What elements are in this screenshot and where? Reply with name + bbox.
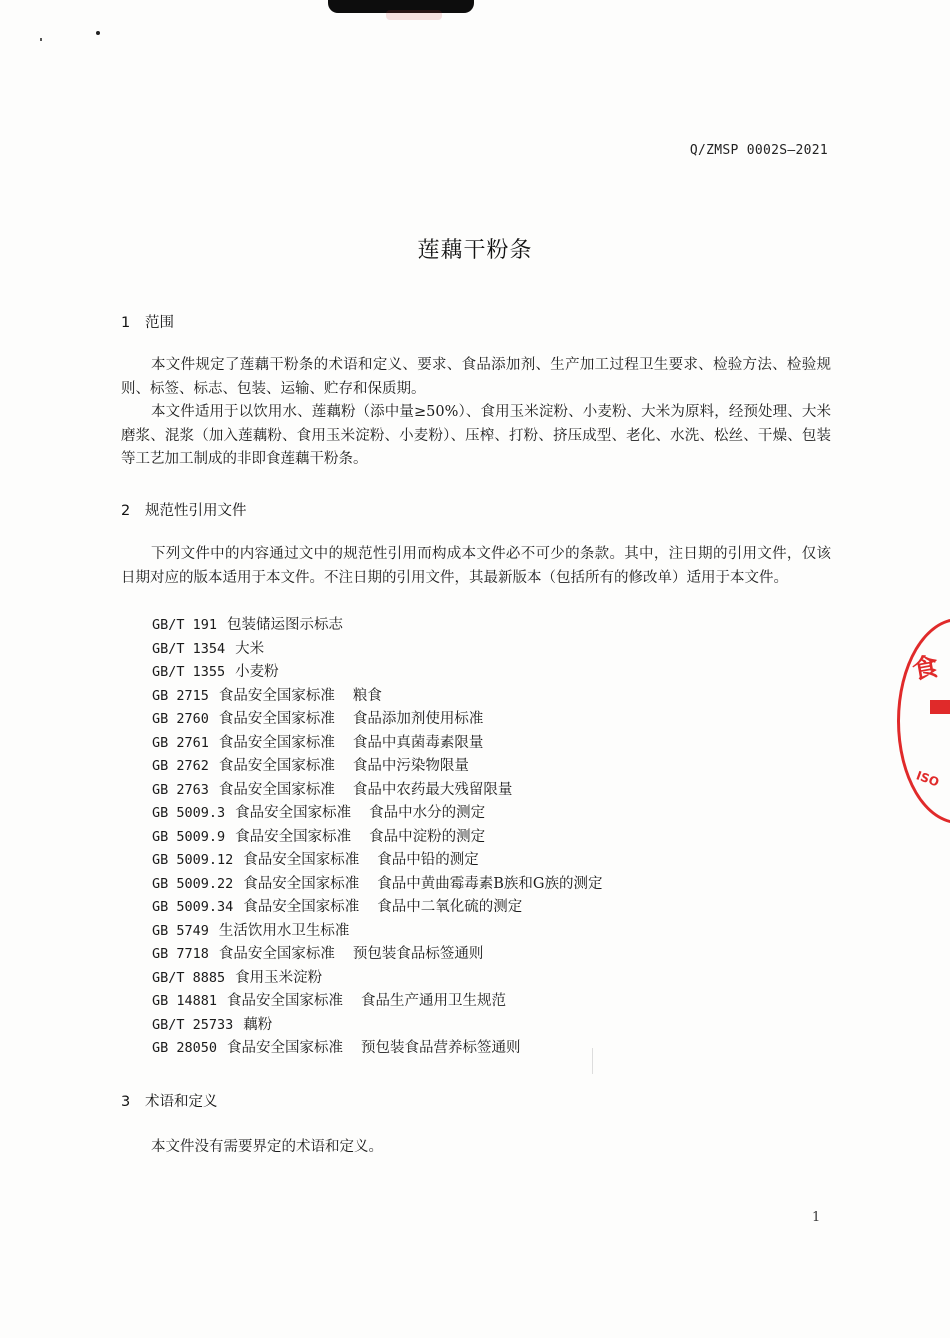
section-1-heading [121, 311, 174, 332]
reference-title: 食用玉米淀粉 [235, 969, 323, 986]
reference-item [152, 920, 603, 944]
reference-code: GB 2715 [152, 687, 209, 704]
reference-item [152, 802, 603, 826]
section-title: 范围 [145, 315, 174, 331]
seal-iso-text: ISO [914, 768, 942, 790]
reference-subtitle: 食品中铅的测定 [377, 852, 479, 868]
section-title: 术语和定义 [145, 1094, 218, 1110]
section-number: 1 [121, 315, 131, 331]
section-title: 规范性引用文件 [145, 503, 247, 519]
reference-code: GB/T 1355 [152, 664, 226, 680]
reference-item [152, 708, 603, 732]
section-1-paragraph-1: 本文件规定了莲藕干粉条的术语和定义、要求、食品添加剂、生产加工过程卫生要求、检验方法、检验规则、标签、标志、包装、运输、贮存和保质期。 [121, 357, 831, 397]
reference-item [152, 873, 603, 897]
reference-code: GB 5009.22 [152, 875, 234, 892]
reference-code: GB/T 25733 [152, 1016, 234, 1033]
reference-title: 食品安全国家标准 [218, 946, 335, 962]
reference-subtitle: 食品中真菌毒素限量 [352, 734, 484, 751]
reference-item [152, 1037, 603, 1061]
reference-title: 包装储运图示标志 [227, 617, 344, 633]
document-code: Q/ZMSP 0002S—2021 [689, 143, 828, 158]
scan-artifact-line [592, 1048, 593, 1074]
reference-title: 食品安全国家标准 [227, 1040, 344, 1056]
reference-code: GB/T 1354 [152, 640, 226, 657]
reference-code: GB 5009.3 [152, 805, 226, 821]
reference-code: GB 2761 [152, 734, 209, 751]
section-3-paragraph-1: 本文件没有需要界定的术语和定义。 [151, 1139, 383, 1155]
reference-title: 食品安全国家标准 [235, 805, 352, 821]
reference-title: 食品安全国家标准 [243, 875, 360, 892]
reference-code: GB 7718 [152, 946, 209, 962]
reference-title: 食品安全国家标准 [235, 828, 352, 845]
scan-speck [40, 38, 42, 41]
section-2-paragraph-1: 下列文件中的内容通过文中的规范性引用而构成本文件必不可少的条款。其中，注日期的引用文件，仅该日期对应的版本适用于本文件。不注日期的引用文件，其最新版本（包括所有的修改单）适用于本文件。 [121, 546, 831, 586]
reference-code: GB 2760 [152, 711, 209, 727]
seal-star-fragment [930, 700, 950, 714]
section-number: 2 [121, 503, 131, 519]
reference-item [152, 943, 603, 967]
reference-subtitle: 预包装食品标签通则 [352, 946, 484, 962]
reference-subtitle: 食品添加剂使用标准 [352, 711, 484, 727]
reference-title: 食品安全国家标准 [218, 687, 335, 704]
reference-item [152, 990, 603, 1014]
scan-smudge-red [386, 10, 442, 20]
reference-code: GB/T 191 [152, 617, 218, 633]
reference-code: GB 2762 [152, 758, 209, 774]
reference-subtitle: 食品中淀粉的测定 [369, 828, 486, 845]
reference-item [152, 967, 603, 991]
section-number: 3 [121, 1094, 131, 1110]
reference-title: 生活饮用水卫生标准 [218, 922, 350, 939]
reference-title: 食品安全国家标准 [218, 781, 335, 798]
reference-code: GB/T 8885 [152, 969, 226, 986]
reference-item [152, 685, 603, 709]
seal-character: 食 [910, 651, 941, 686]
reference-item [152, 1014, 603, 1038]
reference-item [152, 849, 603, 873]
reference-subtitle: 食品中农药最大残留限量 [352, 781, 513, 798]
reference-subtitle: 粮食 [352, 687, 382, 704]
reference-code: GB 5009.34 [152, 899, 234, 915]
reference-title: 食品安全国家标准 [218, 711, 335, 727]
reference-title: 藕粉 [243, 1016, 273, 1033]
reference-code: GB 28050 [152, 1040, 218, 1056]
reference-subtitle: 食品中二氧化硫的测定 [377, 899, 523, 915]
reference-title: 食品安全国家标准 [218, 758, 335, 774]
reference-item [152, 661, 603, 685]
normative-references-list [152, 614, 603, 1061]
section-1-paragraph-2: 本文件适用于以饮用水、莲藕粉（添中量≥50%）、食用玉米淀粉、小麦粉、大米为原料，经预处理、大米磨浆、混浆（加入莲藕粉、食用玉米淀粉、小麦粉）、压榨、打粉、挤压成型、老化、水洗、松丝、干燥、包装等工艺加工制成的非即食莲藕干粉条。 [121, 404, 831, 467]
section-2-heading [121, 499, 247, 520]
reference-code: GB 5009.12 [152, 852, 234, 868]
reference-subtitle: 食品中黄曲霉毒素B族和G族的测定 [377, 875, 603, 892]
reference-title: 食品安全国家标准 [243, 852, 360, 868]
reference-subtitle: 食品中水分的测定 [369, 805, 486, 821]
reference-code: GB 5009.9 [152, 828, 226, 845]
reference-code: GB 2763 [152, 781, 209, 798]
reference-title: 食品安全国家标准 [227, 993, 344, 1009]
reference-item [152, 755, 603, 779]
reference-item [152, 614, 603, 638]
reference-subtitle: 食品中污染物限量 [352, 758, 469, 774]
reference-item [152, 732, 603, 756]
reference-item [152, 896, 603, 920]
reference-item [152, 779, 603, 803]
scan-speck [96, 31, 100, 35]
page-number: 1 [812, 1210, 821, 1225]
reference-item [152, 638, 603, 662]
section-3-heading [121, 1090, 218, 1111]
reference-item [152, 826, 603, 850]
reference-code: GB 5749 [152, 922, 209, 939]
reference-title: 大米 [235, 640, 265, 657]
reference-title: 食品安全国家标准 [218, 734, 335, 751]
reference-subtitle: 食品生产通用卫生规范 [361, 993, 507, 1009]
reference-title: 食品安全国家标准 [243, 899, 360, 915]
document-title: 莲藕干粉条 [417, 238, 533, 263]
reference-title: 小麦粉 [235, 664, 279, 680]
reference-code: GB 14881 [152, 993, 218, 1009]
reference-subtitle: 预包装食品营养标签通则 [361, 1040, 521, 1056]
